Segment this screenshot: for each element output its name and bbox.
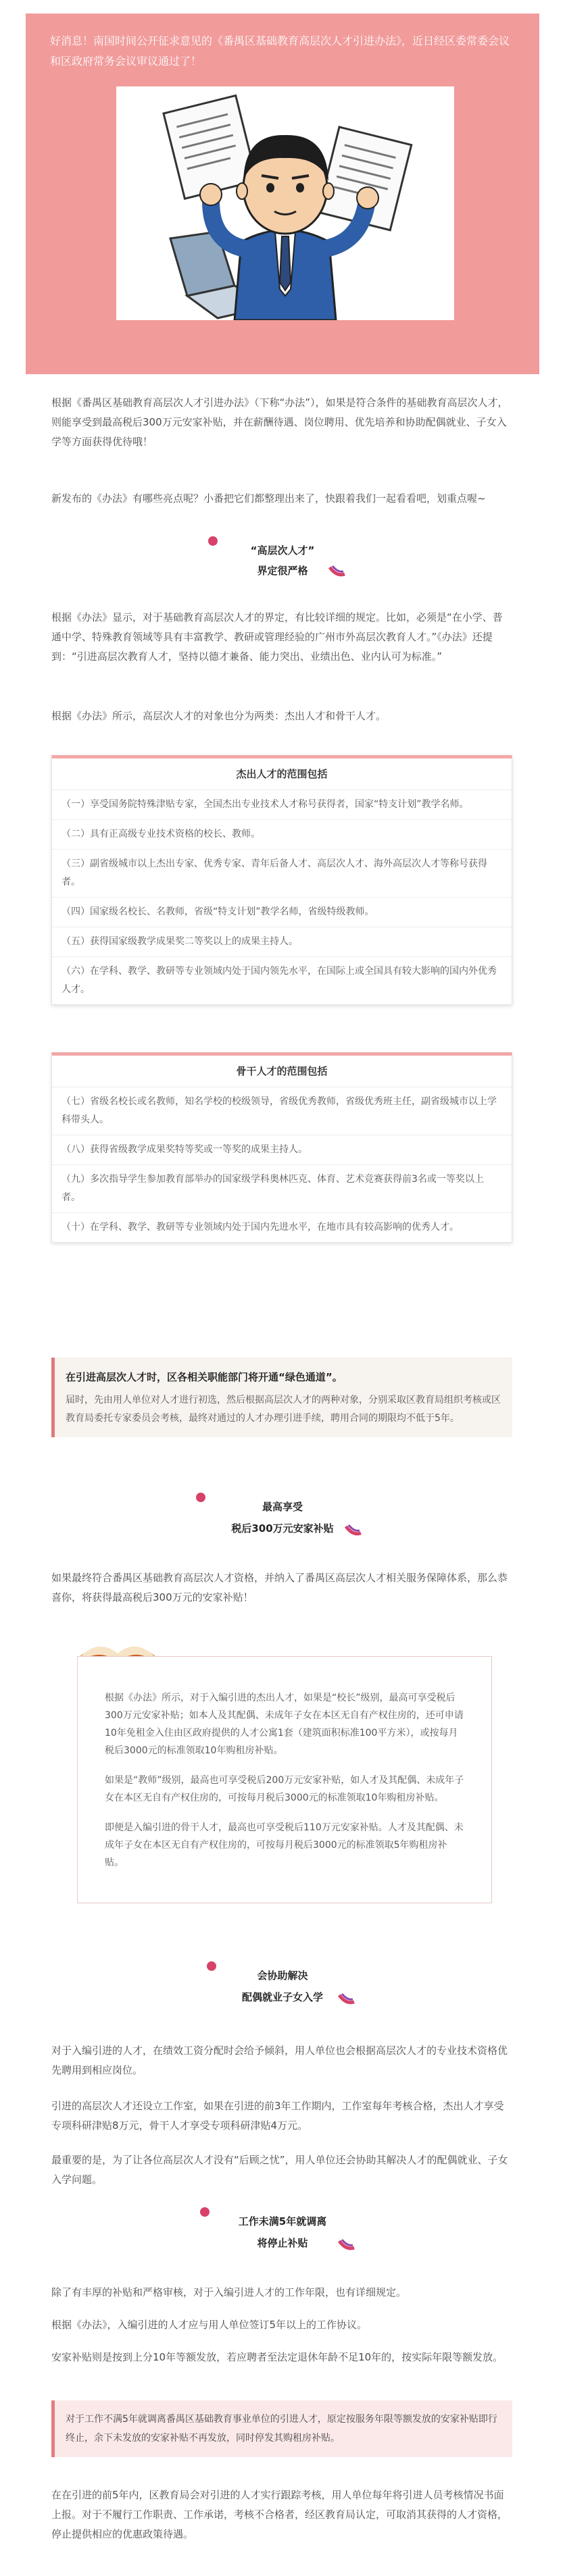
section-4-paragraph-3: 安家补贴则是按到上分10年等额发放，若应聘者至法定退休年龄不足10年的，按实际年限等额发放。 — [51, 2351, 503, 2363]
key-talent-card — [51, 1052, 512, 1243]
section-4-paragraph-1: 除了有丰厚的补贴和严格审核，对于入编引进人才的工作年限，也有详细规定。 — [51, 2286, 407, 2298]
section-3-title-line-2: 配偶就业子女入学 — [241, 1991, 323, 2003]
hero-illustration — [116, 86, 454, 320]
subsidy-details-note — [77, 1656, 492, 1903]
businessman-illustration — [116, 86, 454, 320]
card-item: （一）享受国务院特殊津贴专家，全国杰出专业技术人才称号获得者，国家“特支计划”教学名师。 — [52, 790, 512, 820]
section-1-title-line-1: “高层次人才” — [250, 544, 315, 557]
card-item: （九）多次指导学生参加教育部举办的国家级学科奥林匹克、体育、艺术竞赛获得前3名或一等奖以上者。 — [52, 1165, 512, 1213]
note-paragraph: 即便是入编引进的骨干人才，最高也可享受税后110万元安家补贴。人才及其配偶、未成年子女在本区无自有产权住房的，可按每月税后3000元的标准领取5年购租房补贴。 — [105, 1822, 464, 1868]
section-2-title-line-1: 最高享受 — [262, 1501, 303, 1513]
section-1-paragraph-1: 根据《办法》显示，对于基础教育高层次人才的界定，有比较详细的规定。比如，必须是“在小学、普通中学、特殊教育领域等具有丰富教学、教研或管理经验的广州市外高层次教育人才。”《办法》还提到：“引进高层次教育人才，坚持以德才兼备、能力突出、业绩出色、业内认可为标准。” — [51, 611, 503, 663]
card-item: （三）副省级城市以上杰出专家、优秀专家、青年后备人才、高层次人才、海外高层次人才等称号获得者。 — [52, 850, 512, 898]
card-item: （七）省级名校长或名教师，知名学校的校级领导，省级优秀教师，省级优秀班主任，副省级城市以上学科带头人。 — [52, 1087, 512, 1135]
section-4-title-line-2: 将停止补贴 — [257, 2237, 308, 2249]
section-3-paragraph-3: 最重要的是，为了让各位高层次人才没有“后顾之忧”，用人单位还会协助其解决人才的配偶就业、子女入学问题。 — [51, 2154, 508, 2186]
section-4-paragraph-2: 根据《办法》，入编引进的人才应与用人单位签订5年以上的工作协议。 — [51, 2319, 368, 2331]
section-2-title-line-2: 税后300万元安家补贴 — [231, 1522, 334, 1535]
termination-text: 对于工作不满5年就调离番禺区基础教育事业单位的引进人才，原定按服务年限等额发放的安家补贴即行终止，余下未发放的安家补贴不再发放，同时停发其购租房补贴。 — [66, 2414, 497, 2444]
card-item: （四）国家级名校长、名教师，省级“特支计划”教学名师，省级特级教师。 — [52, 898, 512, 927]
section-4-title-line-1: 工作未满5年就调离 — [238, 2215, 327, 2227]
card-item: （六）在学科、教学、教研等专业领域内处于国内领先水平，在国际上或全国具有较大影响的国内外优秀人才。 — [62, 966, 497, 995]
section-3-title-line-1: 会协助解决 — [257, 1969, 308, 1982]
intro-paragraph-2: 新发布的《办法》有哪些亮点呢？小番把它们都整理出来了，快跟着我们一起看看吧，划重点喔~ — [51, 492, 486, 505]
hero-banner — [26, 14, 539, 374]
card-item: （五）获得国家级教学成果奖二等奖以上的成果主持人。 — [52, 927, 512, 957]
key-talent-card-title: 骨干人才的范围包括 — [52, 1056, 512, 1087]
note-paragraph: 根据《办法》所示，对于入编引进的杰出人才，如果是“校长”级别，最高可享受税后300万元安家补贴；如本人及其配偶、未成年子女在本区无自有产权住房的，还可申请10年免租金入住由区政府提供的人才公寓1套（建筑面积标准100平方米），或按每月税后3000元的标准领取10年购租房补贴。 — [105, 1693, 464, 1756]
card-item: （二）具有正高级专业技术资格的校长、教师。 — [52, 820, 512, 850]
section-1-paragraph-2: 根据《办法》所示，高层次人才的对象也分为两类：杰出人才和骨干人才。 — [51, 710, 387, 722]
callout-body: 届时，先由用人单位对人才进行初选，然后根据高层次人才的两种对象，分别采取区教育局组织考核或区教育局委托专家委员会考核，最终对通过的人才办理引进手续，聘用合同的期限均不低于5年。 — [66, 1395, 501, 1424]
subsidy-termination-note — [51, 2400, 512, 2457]
section-2-paragraph: 如果最终符合番禺区基础教育高层次人才资格，并纳入了番禺区高层次人才相关服务保障体系，那么恭喜你，将获得最高税后300万元的安家补贴！ — [51, 1572, 508, 1603]
callout-title: 在引进高层次人才时，区各相关职能部门将开通“绿色通道”。 — [66, 1371, 343, 1383]
outstanding-talent-card-title: 杰出人才的范围包括 — [52, 758, 512, 790]
section-1-title-line-2: 界定很严格 — [257, 565, 308, 577]
outstanding-talent-card — [51, 755, 512, 1005]
card-item: （十）在学科、教学、教研等专业领域内处于国内先进水平，在地市具有较高影响的优秀人才。 — [62, 1222, 459, 1233]
note-paragraph: 如果是“教师”级别，最高也可享受税后200万元安家补贴，如人才及其配偶、未成年子女在本区无自有产权住房的，可按每月税后3000元的标准领取10年购租房补贴。 — [105, 1775, 464, 1803]
swoosh-icon — [338, 1992, 355, 2006]
swoosh-icon — [345, 1524, 362, 1537]
green-channel-callout — [51, 1358, 512, 1437]
swoosh-icon — [338, 2238, 355, 2252]
intro-paragraph-1: 根据《番禺区基础教育高层次人才引进办法》（下称“办法”），如果是符合条件的基础教育高层次人才，则能享受到最高税后300万元安家补贴，并在薪酬待遇、岗位聘用、优先培养和协助配偶就业、子女入学等方面获得优待哦！ — [51, 396, 508, 448]
section-3-paragraph-2: 引进的高层次人才还设立工作室，如果在引进的前3年工作期内，工作室每年考核合格，杰出人才享受专项科研津贴8万元，骨干人才享受专项科研津贴4万元。 — [51, 2100, 504, 2132]
swoosh-icon — [328, 565, 346, 578]
final-paragraph: 在在引进的前5年内，区教育局会对引进的人才实行跟踪考核，用人单位每年将引进人员考核情况书面上报。对于不履行工作职责、工作承诺，考核不合格者，经区教育局认定，可取消其获得的人才资格，停止提供相应的优惠政策待遇。 — [51, 2489, 508, 2540]
hero-text: 好消息！南国时间公开征求意见的《番禺区基础教育高层次人才引进办法》，近日经区委常委会议和区政府常务会议审议通过了！ — [50, 34, 510, 68]
section-3-paragraph-1: 对于入编引进的人才，在绩效工资分配时会给予倾斜，用人单位也会根据高层次人才的专业技术资格优先聘用到相应岗位。 — [51, 2044, 508, 2076]
card-item: （八）获得省级教学成果奖特等奖或一等奖的成果主持人。 — [52, 1135, 512, 1165]
